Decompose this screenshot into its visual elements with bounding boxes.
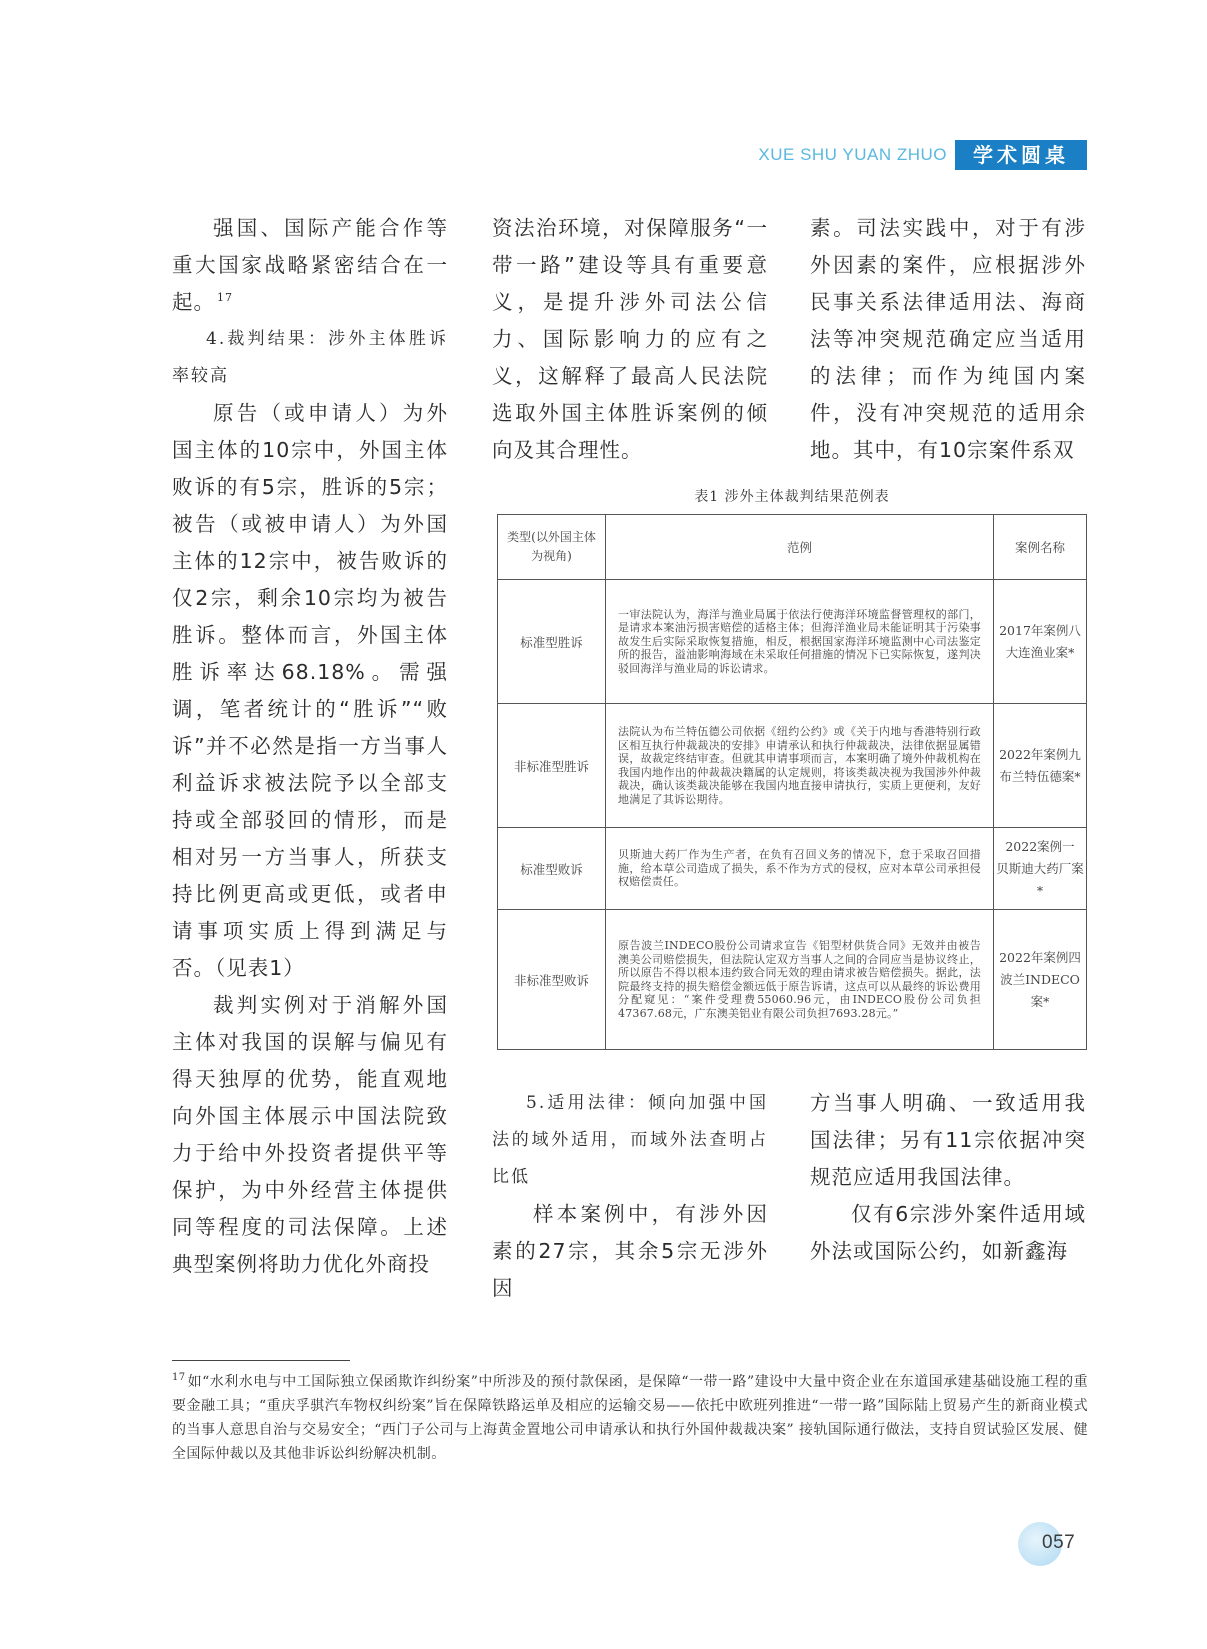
paragraph: 素。司法实践中，对于有涉外因素的案件，应根据涉外民事关系法律适用法、海商法等冲突规范确定应当适用的法律；而作为纯国内案件，没有冲突规范的适用余地。其中，有10宗案件系双 <box>810 216 1086 462</box>
case-name-line: 2022案例一 <box>1005 838 1075 854</box>
paragraph: 资法治环境，对保障服务“一带一路”建设等具有重要意义，是提升涉外司法公信力、国际影响力的应有之义，这解释了最高人民法院选取外国主体胜诉案例的倾向及其合理性。 <box>492 216 768 462</box>
paragraph-text: 强国、国际产能合作等重大国家战略紧密结合在一起。 <box>172 216 448 314</box>
column-3-bottom <box>810 1085 1086 1270</box>
case-name-line: 大连渔业案* <box>1005 644 1075 660</box>
table-row <box>498 704 1087 828</box>
paragraph <box>172 210 448 321</box>
footnote-text: 如“水利水电与中工国际独立保函欺诈纠纷案”中所涉及的预付款保函，是保障“一带一路”建设中大量中资企业在东道国承建基础设施工程的重要金融工具；“重庆孚骐汽车物权纠纷案”旨在保障铁路运单及相应的运输交易——依托中欧班列推进“一带一路”国际陆上贸易产生的新商业模式的当事人意思自治与交易安全；“西门子公司与上海黄金置地公司申请承认和执行外国仲裁裁决案” 接轨国际通行做法，支持自贸试验区发展、健全国际仲裁以及其他非诉讼纠纷解决机制。 <box>172 1374 1088 1462</box>
table-cell-example: 贝斯迪大药厂作为生产者，在负有召回义务的情况下，怠于采取召回措施，给本草公司造成了损失，系不作为方式的侵权，应对本草公司承担侵权赔偿责任。 <box>606 828 994 910</box>
table-header-example: 范例 <box>606 515 994 580</box>
table-header-row <box>498 515 1087 580</box>
table-cell-example: 原告波兰INDECO股份公司请求宣告《铝型材供货合同》无效并由被告澳美公司赔偿损失，但法院认定双方当事人之间的合同应当是协议终止，所以原告不得以根本违约致合同无效的理由请求被告赔偿损失。据此，法院最终支持的损失赔偿金额远低于原告诉请，这点可以从最终的诉讼费用分配窥见：“案件受理费55060.96元，由INDECO股份公司负担47367.68元，广东澳美铝业有限公司负担7693.28元。” <box>606 910 994 1050</box>
table-cell-type: 非标准型胜诉 <box>498 704 606 828</box>
case-name-line: 波兰INDECO案* <box>1000 971 1080 1009</box>
table-row <box>498 580 1087 704</box>
section-heading-4: 4.裁判结果：涉外主体胜诉率较高 <box>172 329 448 386</box>
column-2-top <box>492 210 768 469</box>
table-cell-type: 标准型胜诉 <box>498 580 606 704</box>
case-name-line: 2022年案例九 <box>999 746 1081 762</box>
table-row <box>498 910 1087 1050</box>
column-1 <box>172 210 448 1283</box>
page-number: 057 <box>1042 1532 1076 1553</box>
case-name-line: 2017年案例八 <box>999 622 1081 638</box>
header-section-badge: 学术圆桌 <box>955 140 1087 170</box>
paragraph: 裁判实例对于消解外国主体对我国的误解与偏见有得天独厚的优势，能直观地向外国主体展示中国法院致力于给中外投资者提供平等保护，为中外经营主体提供同等程度的司法保障。上述典型案例将助力优化外商投 <box>172 993 448 1276</box>
case-name-line: 贝斯迪大药厂案* <box>996 860 1084 898</box>
table-header-case-name: 案例名称 <box>994 515 1087 580</box>
table-row <box>498 828 1087 910</box>
section-heading-5: 5.适用法律：倾向加强中国法的域外适用，而域外法查明占比低 <box>492 1093 768 1187</box>
table-cell-example: 法院认为布兰特伍德公司依据《纽约公约》或《关于内地与香港特别行政区相互执行仲裁裁决的安排》申请承认和执行仲裁裁决，法律依据显属错误，故裁定终结审查。但就其申请事项而言，本案明确了境外仲裁机构在我国内地作出的仲裁裁决籍属的认定规则，将该类裁决视为我国涉外仲裁裁决，确认该类裁决能够在我国内地直接申请执行，实质上更便利，友好地满足了其诉讼期待。 <box>606 704 994 828</box>
table-cell-example: 一审法院认为，海洋与渔业局属于依法行使海洋环境监督管理权的部门，是请求本案油污损害赔偿的适格主体；但海洋渔业局未能证明其于污染事故发生后实际采取恢复措施，相反，根据国家海洋环境监测中心司法鉴定所的报告，溢油影响海域在未采取任何措施的情况下已实际恢复，遂判决驳回海洋与渔业局的诉讼请求。 <box>606 580 994 704</box>
table-cell-type: 非标准型败诉 <box>498 910 606 1050</box>
column-2-bottom <box>492 1085 768 1307</box>
page-header <box>758 140 1087 170</box>
table-cell-case-name <box>994 580 1087 704</box>
footnote-mark: 17 <box>172 1372 186 1384</box>
table-cell-type: 标准型败诉 <box>498 828 606 910</box>
table-title: 表1 涉外主体裁判结果范例表 <box>694 489 890 505</box>
table-cell-case-name <box>994 704 1087 828</box>
header-english: XUE SHU YUAN ZHUO <box>758 145 947 164</box>
table-cell-case-name <box>994 828 1087 910</box>
table-cell-case-name <box>994 910 1087 1050</box>
footnote-divider <box>172 1360 350 1361</box>
footnote-ref[interactable]: 17 <box>217 291 233 305</box>
case-name-line: 2022年案例四 <box>999 949 1081 965</box>
paragraph: 样本案例中，有涉外因素的27宗，其余5宗无涉外因 <box>492 1202 768 1300</box>
paragraph: 方当事人明确、一致适用我国法律；另有11宗依据冲突规范应适用我国法律。 <box>810 1091 1086 1189</box>
paragraph: 仅有6宗涉外案件适用域外法或国际公约，如新鑫海 <box>810 1202 1086 1263</box>
column-3-top <box>810 210 1086 469</box>
paragraph: 原告（或申请人）为外国主体的10宗中，外国主体败诉的有5宗，胜诉的5宗；被告（或被申请人）为外国主体的12宗中，被告败诉的仅2宗，剩余10宗均为被告胜诉。整体而言，外国主体胜诉率达68.18%。需强调，笔者统计的“胜诉”“败诉”并不必然是指一方当事人利益诉求被法院予以全部支持或全部驳回的情形，而是相对另一方当事人，所获支持比例更高或更低，或者申请事项实质上得到满足与否。（见表1） <box>172 401 448 980</box>
table-header-type: 类型(以外国主体为视角) <box>498 515 606 580</box>
footnote <box>172 1370 1088 1466</box>
case-name-line: 布兰特伍德案* <box>999 768 1081 784</box>
case-table <box>497 514 1087 1050</box>
